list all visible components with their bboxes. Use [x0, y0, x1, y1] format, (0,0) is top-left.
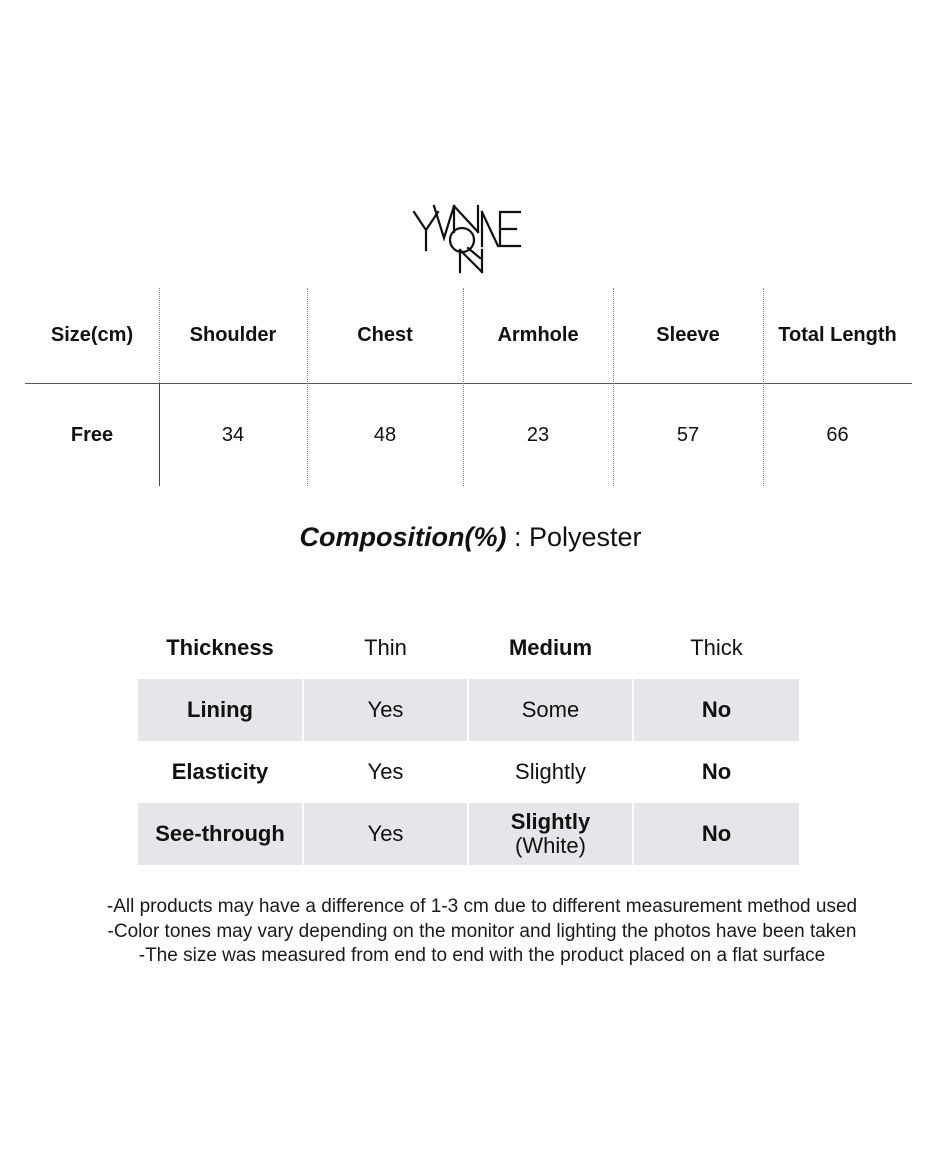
armhole-header: Armhole: [497, 324, 579, 346]
note-line: -The size was measured from end to end with the product placed on a flat surface: [138, 945, 826, 966]
column-divider: [307, 288, 308, 486]
row-label-divider: [159, 383, 160, 486]
sleeve-header: Sleeve: [656, 324, 720, 346]
see-through-option-no: No: [634, 803, 799, 865]
elasticity-option-no: No: [701, 758, 732, 784]
thickness-option-thick: Thick: [690, 634, 743, 660]
see-through-row: [138, 803, 799, 865]
note-line: -Color tones may vary depending on the monitor and lighting the photos have been taken: [107, 920, 857, 942]
thickness-label: Thickness: [166, 634, 274, 660]
sleeve-value: 57: [676, 424, 700, 446]
thickness-row: [138, 617, 799, 679]
elasticity-option-yes: Yes: [367, 758, 404, 784]
composition-label: Composition(%): [299, 522, 507, 552]
see-through-option-slightly: [469, 803, 632, 865]
see-through-slightly-label: Slightly: [510, 808, 591, 834]
composition-line: [0, 522, 941, 553]
elasticity-row: [138, 741, 799, 803]
lining-option-no: No: [634, 679, 799, 741]
elasticity-label: Elasticity: [171, 758, 269, 784]
size-table: [25, 288, 912, 486]
thickness-option-medium: Medium: [508, 634, 593, 660]
lining-option-some: Some: [469, 679, 632, 741]
yvonne-monogram-logo-icon: [410, 198, 530, 276]
thickness-option-thin: Thin: [364, 634, 407, 660]
lining-option-yes: Yes: [304, 679, 467, 741]
brand-logo: [410, 198, 530, 276]
total-length-value: 66: [826, 424, 849, 446]
lining-label: Lining: [138, 679, 302, 741]
armhole-value: 23: [526, 424, 550, 446]
composition-value: Polyester: [528, 522, 642, 552]
column-divider: [463, 288, 464, 486]
column-divider: [159, 288, 160, 383]
total-length-header: Total Length: [778, 324, 897, 346]
elasticity-option-slightly: Slightly: [515, 758, 586, 784]
size-free-label: Free: [70, 424, 114, 446]
see-through-label: See-through: [138, 803, 302, 865]
fabric-properties-table: [138, 617, 799, 865]
note-line: -All products may have a difference of 1-3 cm due to different measurement method used: [106, 896, 858, 917]
measurement-notes: [0, 895, 941, 969]
size-header: Size(cm): [50, 324, 134, 346]
shoulder-value: 34: [221, 424, 245, 446]
composition-separator: :: [506, 522, 529, 552]
column-divider: [613, 288, 614, 486]
lining-row: [138, 679, 799, 741]
see-through-slightly-note: (White): [515, 833, 586, 858]
chest-header: Chest: [357, 324, 413, 346]
column-divider: [763, 288, 764, 486]
chest-value: 48: [373, 424, 397, 446]
shoulder-header: Shoulder: [189, 324, 277, 346]
see-through-option-yes: Yes: [304, 803, 467, 865]
